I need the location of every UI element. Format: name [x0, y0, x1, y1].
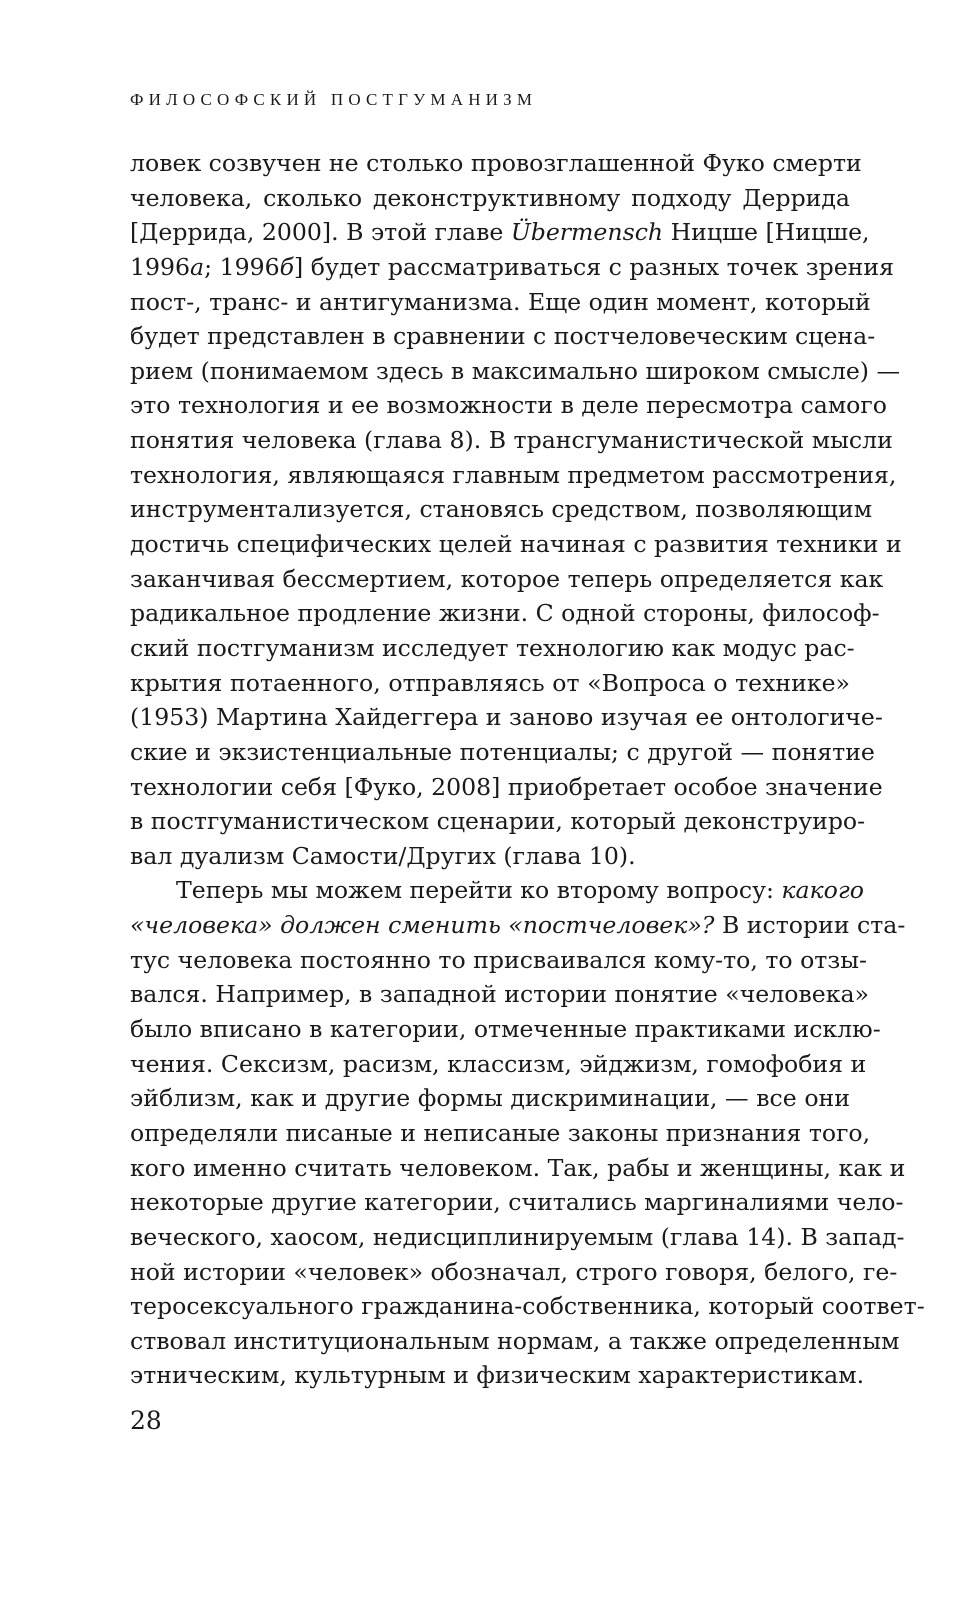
italic-text: Übermensch — [510, 218, 664, 247]
text-run: ловек созвучен не столько провозглашенной Фуко смерти — [130, 149, 862, 177]
text-line — [130, 1220, 905, 1255]
text-line — [130, 492, 873, 527]
text-run: 1996 — [130, 252, 191, 281]
text-run: этническим, культурным и физическим характеристикам. — [130, 1361, 865, 1390]
text-run: заканчивая бессмертием, которое теперь определяется как — [130, 564, 884, 593]
text-run: [Деррида, 2000]. В этой главе — [130, 218, 511, 247]
italic-text: а — [190, 252, 205, 281]
text-line — [130, 770, 883, 805]
text-line — [130, 1358, 865, 1393]
text-run: некоторые другие категории, считались маргиналиями чело- — [130, 1188, 904, 1217]
text-line — [130, 146, 862, 181]
text-line — [130, 943, 867, 978]
text-run: кого именно считать человеком. Так, рабы и женщины, как и — [130, 1153, 906, 1182]
text-run: теросексуального гражданина-собственника, который соответ- — [130, 1292, 925, 1321]
text-line — [130, 1081, 850, 1116]
text-line — [130, 839, 850, 874]
text-line — [130, 354, 901, 389]
text-line — [130, 804, 866, 839]
text-run: крытия потаенного, отправляясь от «Вопроса о технике» — [130, 668, 850, 697]
text-line — [130, 631, 855, 666]
text-run: определяли писаные и неписаные законы признания того, — [130, 1118, 871, 1147]
text-run: рием (понимаемом здесь в максимально широком смысле) — — [130, 356, 901, 385]
text-run: ной истории «человек» обозначал, строго говоря, белого, ге- — [130, 1257, 898, 1286]
text-run: ский постгуманизм исследует технологию как модус рас- — [130, 633, 855, 662]
text-run: понятия человека (глава 8). В трансгуманистической мысли — [130, 426, 893, 455]
text-run: веческого, хаосом, недисциплинируемым (глава 14). В запад- — [130, 1222, 905, 1251]
text-line — [130, 1012, 881, 1047]
text-run: было вписано в категории, отмеченные практиками исклю- — [130, 1015, 881, 1044]
text-run: в постгуманистическом сценарии, который деконструиро- — [130, 807, 866, 836]
italic-text: «человека» должен сменить «постчеловек»? — [130, 911, 715, 940]
text-line — [130, 285, 871, 320]
text-run: это технология и ее возможности в деле пересмотра самого — [130, 391, 887, 420]
text-line — [130, 700, 883, 735]
text-run: Теперь мы можем перейти ко второму вопросу: — [176, 876, 782, 905]
text-run: радикальное продление жизни. С одной стороны, философ- — [130, 599, 880, 628]
italic-text: б — [279, 252, 295, 281]
text-line — [130, 388, 887, 423]
text-line — [130, 458, 897, 493]
text-line — [130, 1289, 925, 1324]
text-run: чения. Сексизм, расизм, классизм, эйджизм, гомофобия и — [130, 1049, 867, 1078]
text-line — [130, 1116, 871, 1151]
text-run: технология, являющаяся главным предметом рассмотрения, — [130, 460, 897, 489]
text-line — [130, 319, 876, 354]
text-run: В истории ста- — [714, 911, 906, 940]
text-run: ствовал институциональным нормам, а также определенным — [130, 1326, 900, 1355]
text-run: Ницше [Ницше, — [663, 218, 870, 247]
text-run: пост-, транс- и антигуманизма. Еще один момент, который — [130, 287, 871, 316]
text-line — [130, 562, 884, 597]
text-line — [130, 596, 880, 631]
text-line — [130, 1185, 904, 1220]
text-run: вал дуализм Самости/Других (глава 10). — [130, 841, 636, 870]
text-line — [130, 423, 893, 458]
text-run: ские и экзистенциальные потенциалы; с другой — понятие — [130, 737, 875, 766]
text-line — [130, 181, 850, 216]
text-line — [130, 735, 875, 770]
text-line — [130, 666, 850, 701]
text-run: тус человека постоянно то присваивался кому-то, то отзы- — [130, 945, 867, 974]
text-run: достичь специфических целей начиная с развития техники и — [130, 530, 902, 559]
italic-text: какого — [781, 876, 864, 905]
text-run: ] будет рассматриваться с разных точек зрения — [294, 252, 895, 281]
text-run: (1953) Мартина Хайдеггера и заново изучая ее онтологиче- — [130, 703, 883, 732]
running-head: ФИЛОСОФСКИЙ ПОСТГУМАНИЗМ — [130, 90, 538, 109]
text-run: человека, сколько деконструктивному подходу Деррида — [130, 183, 850, 212]
text-run: технологии себя [Фуко, 2008] приобретает особое значение — [130, 772, 883, 801]
text-line — [130, 1047, 867, 1082]
text-run: ; 1996 — [204, 252, 280, 281]
text-line — [130, 908, 906, 943]
text-run: инструментализуется, становясь средством, позволяющим — [130, 495, 873, 524]
text-line — [130, 1255, 898, 1290]
text-run: эйблизм, как и другие формы дискриминации, — все они — [130, 1084, 850, 1113]
text-run: будет представлен в сравнении с постчеловеческим сцена- — [130, 322, 876, 351]
text-line — [130, 977, 869, 1012]
text-line — [130, 1324, 900, 1359]
text-line — [130, 215, 870, 250]
body-text — [130, 146, 925, 1393]
text-line — [130, 527, 902, 562]
page-number: 28 — [130, 1406, 162, 1435]
text-line — [130, 873, 864, 908]
text-line — [130, 1151, 906, 1186]
text-run: вался. Например, в западной истории понятие «человека» — [130, 980, 869, 1009]
text-line — [130, 250, 895, 285]
